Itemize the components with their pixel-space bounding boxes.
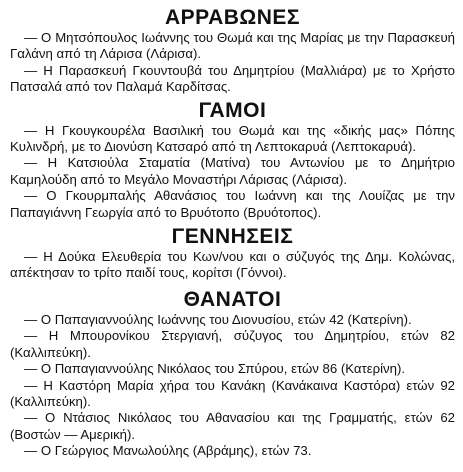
notice-entry: — Ο Μητσόπουλος Ιωάννης του Θωμά και της Μαρίας με την Παρασκευή Γαλάνη από τη Λάρισα (Λάρισα). <box>10 30 455 62</box>
notice-entry: — Ο Γκουρμπαλής Αθανάσιος του Ιωάννη και της Λουίζας με την Παπαγιάννη Γεωργία από το Βρυότοπο (Βρυότοπος). <box>10 188 455 220</box>
notice-entry: — Ο Γεώργιος Μανωλούλης (Αβράμης), ετών 73. <box>24 443 312 459</box>
section-births <box>10 225 455 282</box>
section-weddings <box>10 99 455 221</box>
section-title-weddings: ΓΑΜΟΙ <box>198 98 267 122</box>
notice-entry: — Η Παρασκευή Γκουντουβά του Δημητρίου (Μαλλιάρα) με το Χρήστο Πατσαλά από τον Παλαμά Καρδίτσας. <box>10 62 455 95</box>
notice-entry: — Η Δούκα Ελευθερία του Κων/νου και ο σύζυγός της Δημ. Κολώνας, απέκτησαν το τρίτο παιδί τους, κορίτσι (Γόννοι). <box>10 249 455 281</box>
notice-entry: — Ο Ντάσιος Νικόλαος του Αθανασίου και της Γραμματής, ετών 62 (Βοστών — Αμερική). <box>10 410 455 442</box>
section-deaths <box>10 288 455 460</box>
section-title-births: ΓΕΝΝΗΣΕΙΣ <box>171 225 294 249</box>
notice-entry: — Η Μπουρονίκου Στεργιανή, σύζυγος του Δημητρίου, ετών 82 (Καλλιπεύκη). <box>10 328 455 360</box>
section-title-engagements: ΑΡΡΑΒΩΝΕΣ <box>164 6 301 29</box>
section-engagements <box>10 6 455 96</box>
notice-entry: — Η Γκουγκουρέλα Βασιλική του Θωμά και της «δικής μας» Πόπης Κυλινδρή, με το Διονύση Κατσαρό από τη Λεπτοκαρυά (Λεπτοκαρυά). <box>10 122 455 155</box>
notice-entry: — Ο Παπαγιαννούλης Νικόλαος του Σπύρου, ετών 86 (Κατερίνη). <box>24 361 406 377</box>
notice-entry: — Ο Παπαγιαννούλης Ιωάννης του Διονυσίου, ετών 42 (Κατερίνη). <box>24 311 412 327</box>
notice-entry: — Η Κατσιούλα Σταματία (Ματίνα) του Αντωνίου με το Δημήτριο Καμηλούδη από το Μεγάλο Μοναστήρι Λάρισας (Λάρισα). <box>10 155 455 187</box>
section-title-deaths: ΘΑΝΑΤΟΙ <box>183 287 282 311</box>
notice-entry: — Η Καστόρη Μαρία χήρα του Κανάκη (Κανάκαινα Καστόρα) ετών 92 (Καλλιπεύκη). <box>10 377 455 409</box>
